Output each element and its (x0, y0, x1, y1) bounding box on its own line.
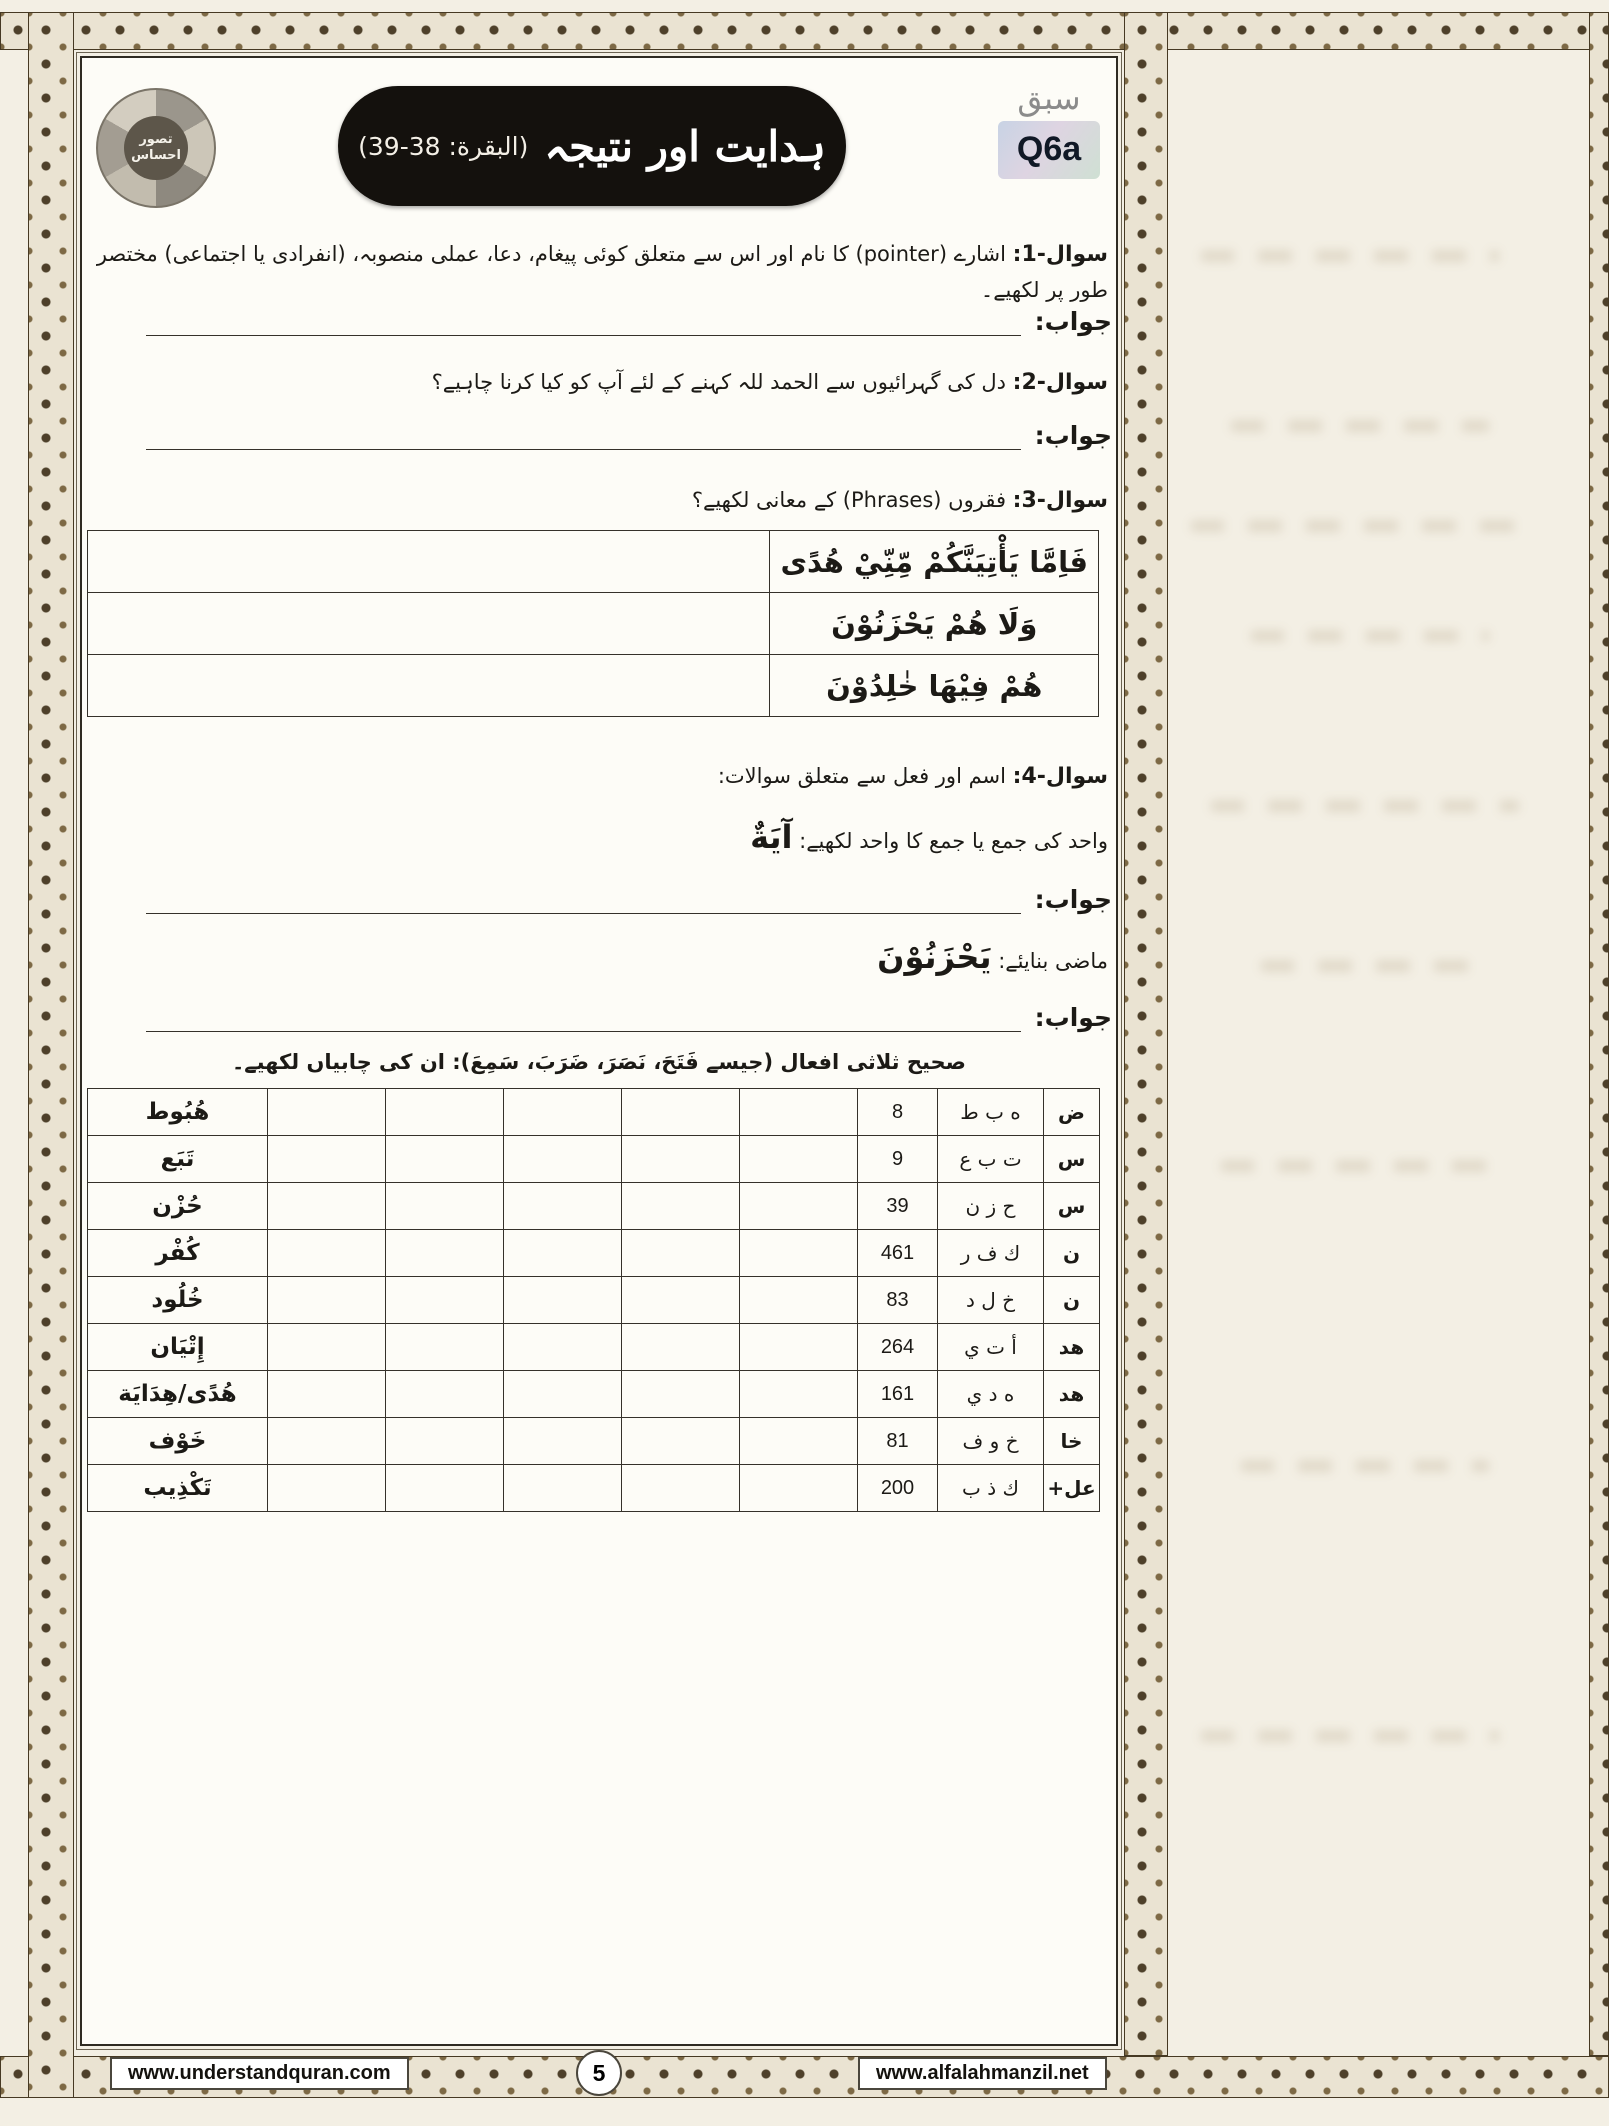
lesson-title: ہدایت اور نتیجہ (544, 121, 826, 171)
phrase-row (88, 655, 1099, 717)
sub1-word: آيَةٌ (750, 818, 793, 856)
verb-blank-cell (622, 1230, 740, 1277)
question-4-label: سوال-4: (1012, 764, 1108, 789)
verb-blank-cell (622, 1465, 740, 1512)
verb-row (88, 1136, 1100, 1183)
footer-right-url: www.alfalahmanzil.net (858, 2057, 1107, 2090)
verb-key-cell: خا (1044, 1418, 1100, 1465)
verb-blank-cell (386, 1324, 504, 1371)
question-2-text: دل کی گہرائیوں سے الحمد للہ کہنے کے لئے آپ کو کیا کرنا چاہیے؟ (431, 370, 1006, 394)
question-2 (90, 364, 1108, 401)
question-3 (90, 482, 1108, 519)
verbs-instruction: صحیح ثلاثی افعال (جیسے فَتَحَ، نَصَرَ، ضَرَبَ، سَمِعَ): ان کی چابیاں لکھیے۔ (232, 1050, 966, 1074)
sub2-label: ماضی بنایئے: (998, 949, 1108, 973)
question-4 (90, 758, 1108, 795)
verb-blank-cell (622, 1371, 740, 1418)
verb-blank-cell (622, 1324, 740, 1371)
verb-count-cell: 200 (858, 1465, 938, 1512)
verb-root-cell: ح ز ن (938, 1183, 1044, 1230)
phrase-answer-cell (88, 655, 770, 717)
verb-blank-cell (268, 1277, 386, 1324)
phrase-cell: هُمْ فِيْهَا خٰلِدُوْنَ (770, 655, 1099, 717)
verb-blank-cell (740, 1183, 858, 1230)
verb-blank-cell (622, 1089, 740, 1136)
verb-key-cell: ن (1044, 1277, 1100, 1324)
verb-count-cell: 81 (858, 1418, 938, 1465)
ornament-border-right-edge (1589, 12, 1609, 2056)
verb-count-cell: 39 (858, 1183, 938, 1230)
phrases-table (87, 530, 1099, 717)
verb-blank-cell (268, 1465, 386, 1512)
verb-blank-cell (268, 1089, 386, 1136)
question-4-sub1 (90, 818, 1108, 856)
answer-label: جواب: (1034, 307, 1112, 336)
verb-row (88, 1324, 1100, 1371)
verb-word-cell: خَوْف (88, 1418, 268, 1465)
verb-blank-cell (740, 1418, 858, 1465)
bleed-through-smudge (1260, 960, 1490, 972)
verb-count-cell: 161 (858, 1371, 938, 1418)
verb-root-cell: ك ذ ب (938, 1465, 1044, 1512)
bleed-through-smudge (1220, 1160, 1510, 1172)
verb-row (88, 1465, 1100, 1512)
course-logo (96, 88, 216, 208)
lesson-label: سبق (1017, 79, 1081, 117)
verb-blank-cell (268, 1230, 386, 1277)
sub2-word: يَحْزَنُوْنَ (877, 938, 992, 976)
verb-root-cell: خ ل د (938, 1277, 1044, 1324)
verb-blank-cell (504, 1324, 622, 1371)
verb-blank-cell (504, 1277, 622, 1324)
verb-key-cell: ن (1044, 1230, 1100, 1277)
ornament-border-top (0, 12, 1609, 50)
ornament-border-left (28, 12, 74, 2098)
bleed-through-smudge (1230, 420, 1490, 432)
question-4-answer-2 (146, 1002, 1112, 1032)
question-1-answer (146, 306, 1112, 336)
question-3-text: فقروں (Phrases) کے معانی لکھیے؟ (691, 488, 1006, 512)
logo-center-label: تصور احساس (124, 116, 188, 180)
verb-key-cell: ض (1044, 1089, 1100, 1136)
verb-word-cell: هُدًى/هِدَايَة (88, 1371, 268, 1418)
sub1-label: واحد کی جمع یا جمع کا واحد لکھیے: (799, 829, 1108, 853)
answer-line (146, 884, 1021, 914)
verb-blank-cell (622, 1277, 740, 1324)
verb-blank-cell (268, 1183, 386, 1230)
answer-line (146, 420, 1021, 450)
verb-key-cell: عل+ (1044, 1465, 1100, 1512)
verb-blank-cell (504, 1136, 622, 1183)
verb-blank-cell (386, 1465, 504, 1512)
verb-row (88, 1418, 1100, 1465)
verb-blank-cell (504, 1418, 622, 1465)
footer-left-url: www.understandquran.com (110, 2057, 409, 2090)
question-1 (90, 236, 1108, 309)
verb-blank-cell (740, 1371, 858, 1418)
verb-blank-cell (504, 1230, 622, 1277)
verb-blank-cell (386, 1089, 504, 1136)
question-3-label: سوال-3: (1012, 488, 1108, 513)
verb-root-cell: ه د ي (938, 1371, 1044, 1418)
ornament-border-right (1124, 12, 1168, 2056)
verb-blank-cell (740, 1230, 858, 1277)
verb-root-cell: أ ت ي (938, 1324, 1044, 1371)
verb-blank-cell (268, 1418, 386, 1465)
verb-blank-cell (504, 1089, 622, 1136)
content-area (80, 56, 1118, 2046)
verb-blank-cell (268, 1371, 386, 1418)
verb-blank-cell (740, 1089, 858, 1136)
bleed-through-smudge (1250, 630, 1490, 642)
verb-root-cell: ت ب ع (938, 1136, 1044, 1183)
phrase-cell: فَاِمَّا يَأْتِيَنَّكُمْ مِّنِّيْ هُدًى (770, 531, 1099, 593)
lesson-code-block (998, 80, 1100, 179)
phrase-row (88, 593, 1099, 655)
verb-blank-cell (386, 1418, 504, 1465)
verb-blank-cell (504, 1465, 622, 1512)
verb-blank-cell (386, 1183, 504, 1230)
verb-root-cell: خ و ف (938, 1418, 1044, 1465)
page-number-badge: 5 (576, 2050, 622, 2096)
verb-blank-cell (504, 1371, 622, 1418)
verb-blank-cell (386, 1136, 504, 1183)
verb-blank-cell (740, 1136, 858, 1183)
answer-line (146, 306, 1021, 336)
verb-word-cell: حُزْن (88, 1183, 268, 1230)
lesson-reference: (البقرة: 38-39) (358, 131, 529, 161)
verb-blank-cell (386, 1371, 504, 1418)
verbs-table (87, 1088, 1100, 1512)
verb-blank-cell (622, 1183, 740, 1230)
verb-blank-cell (504, 1183, 622, 1230)
verb-blank-cell (740, 1277, 858, 1324)
phrase-answer-cell (88, 531, 770, 593)
verb-count-cell: 9 (858, 1136, 938, 1183)
answer-label: جواب: (1034, 885, 1112, 914)
question-4-sub2 (90, 938, 1108, 976)
verb-key-cell: س (1044, 1136, 1100, 1183)
verb-blank-cell (740, 1465, 858, 1512)
question-4-answer-1 (146, 884, 1112, 914)
verb-row (88, 1183, 1100, 1230)
answer-line (146, 1002, 1021, 1032)
verb-root-cell: ك ف ر (938, 1230, 1044, 1277)
answer-label: جواب: (1034, 1003, 1112, 1032)
question-1-label: سوال-1: (1012, 242, 1108, 267)
verb-word-cell: هُبُوط (88, 1089, 268, 1136)
verb-word-cell: تَكْذِيب (88, 1465, 268, 1512)
verb-blank-cell (622, 1418, 740, 1465)
question-2-answer (146, 420, 1112, 450)
phrase-row (88, 531, 1099, 593)
title-banner (338, 86, 846, 206)
bleed-through-smudge (1190, 520, 1520, 532)
question-2-label: سوال-2: (1012, 370, 1108, 395)
bleed-through-smudge (1200, 250, 1500, 262)
verb-blank-cell (622, 1136, 740, 1183)
question-4-text: اسم اور فعل سے متعلق سوالات: (717, 764, 1006, 788)
verb-row (88, 1089, 1100, 1136)
verb-count-cell: 461 (858, 1230, 938, 1277)
verb-count-cell: 83 (858, 1277, 938, 1324)
phrase-answer-cell (88, 593, 770, 655)
bleed-through-smudge (1210, 800, 1520, 812)
verb-key-cell: ھد (1044, 1324, 1100, 1371)
verb-blank-cell (268, 1324, 386, 1371)
bleed-through-smudge (1240, 1460, 1490, 1472)
verb-count-cell: 264 (858, 1324, 938, 1371)
verb-blank-cell (268, 1136, 386, 1183)
bleed-through-smudge (1200, 1730, 1500, 1742)
answer-label: جواب: (1034, 421, 1112, 450)
verb-word-cell: خُلُود (88, 1277, 268, 1324)
verb-row (88, 1371, 1100, 1418)
verb-blank-cell (386, 1277, 504, 1324)
verb-blank-cell (740, 1324, 858, 1371)
question-1-text: اشارے (pointer) کا نام اور اس سے متعلق کوئی پیغام، دعا، عملی منصوبہ، (انفرادی یا اجتماعی) مختصر طور پر لکھیے۔ (96, 242, 1108, 303)
lesson-code-badge: Q6a (998, 121, 1100, 179)
phrase-cell: وَلَا هُمْ يَحْزَنُوْنَ (770, 593, 1099, 655)
verb-key-cell: ھد (1044, 1371, 1100, 1418)
verb-root-cell: ه ب ط (938, 1089, 1044, 1136)
verb-word-cell: تَبَع (88, 1136, 268, 1183)
verb-word-cell: إِتْيَان (88, 1324, 268, 1371)
verb-blank-cell (386, 1230, 504, 1277)
verb-row (88, 1277, 1100, 1324)
verb-key-cell: س (1044, 1183, 1100, 1230)
verb-word-cell: كُفْر (88, 1230, 268, 1277)
verb-count-cell: 8 (858, 1089, 938, 1136)
verb-row (88, 1230, 1100, 1277)
